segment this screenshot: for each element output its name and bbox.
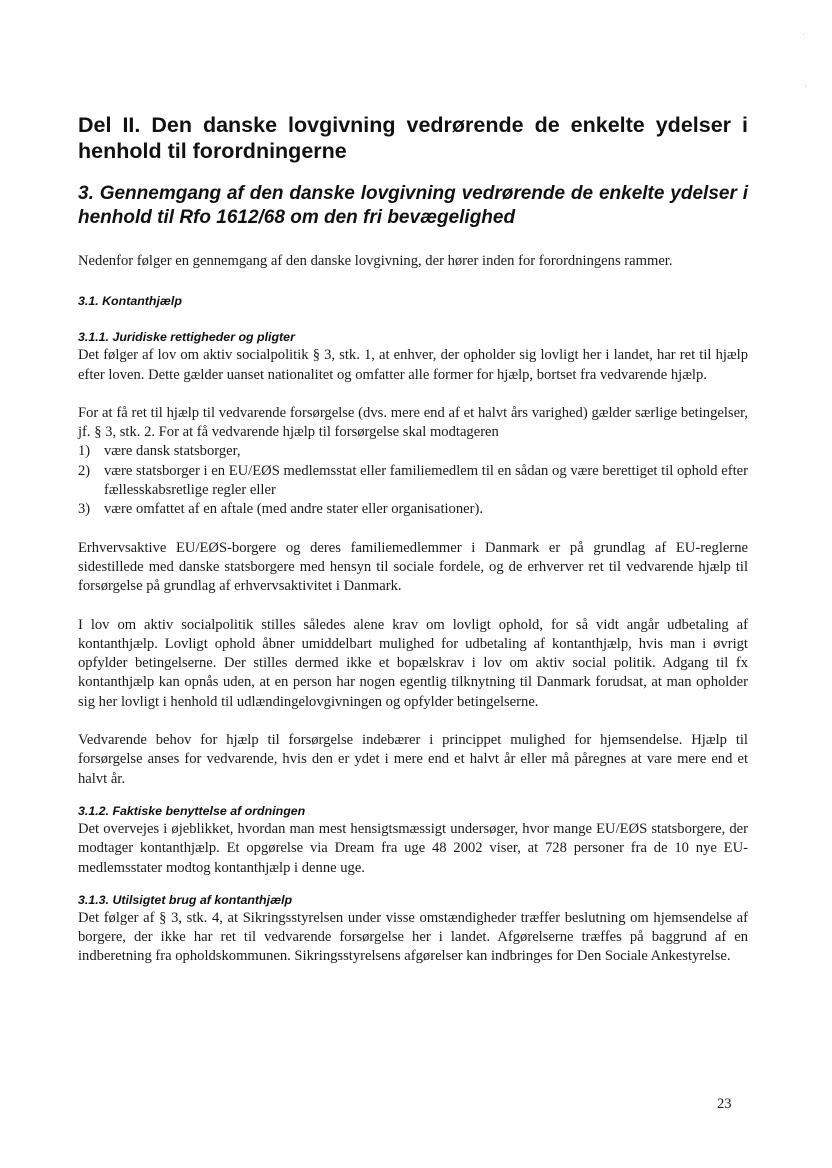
conditions-list <box>78 442 748 519</box>
page-number: 23 <box>717 1096 732 1112</box>
scan-speck <box>803 34 804 35</box>
list-item <box>78 442 748 461</box>
list-item-number: 1) <box>78 443 91 460</box>
paragraph: Erhvervsaktive EU/EØS-borgere og deres familiemedlemmer i Danmark er på grundlag af EU-reglerne sidestillede med danske statsborgere med hensyn til sociale fordele, og de erhverver ret til vedvarende hjælp til forsørgelse på grundlag af erhvervsaktivitet i Danmark. <box>78 539 748 595</box>
paragraph: I lov om aktiv socialpolitik stilles således alene krav om lovligt ophold, for så vidt angår udbetaling af kontanthjælp. Lovligt ophold åbner umiddelbart mulighed for udbetaling af kontanthjælp, hvis man i øvrigt opfylder betingelserne. Der stilles dermed ikke et bopælskrav i lov om aktiv social politik. Adgang til fx kontanthjælp kan opnås uden, at en person har nogen egentlig tilknytning til Danmark forudsat, at man opholder sig her lovligt i henhold til udlændingelovgivningen og opfylder betingelserne. <box>78 616 748 710</box>
scan-speck <box>805 86 806 87</box>
list-item-text: være dansk statsborger, <box>104 443 241 460</box>
page-content <box>78 112 748 967</box>
section-heading-3-1: 3.1. Kontanthjælp <box>78 294 182 309</box>
subsection-heading-3-1-3: 3.1.3. Utilsigtet brug af kontanthjælp <box>78 892 293 907</box>
intro-paragraph: Nedenfor følger en gennemgang af den danske lovgivning, der hører inden for forordningens rammer. <box>78 253 673 269</box>
paragraph: Det følger af lov om aktiv socialpolitik § 3, stk. 1, at enhver, der opholder sig lovligt her i landet, har ret til hjælp efter loven. Dette gælder uanset nationalitet og omfatter alle former for hjælp, bortset fra vedvarende hjælp. <box>78 347 748 383</box>
list-item-text: være statsborger i en EU/EØS medlemsstat eller familiemedlem til en sådan og være berettiget til ophold efter fællesskabsretlige regler eller <box>104 462 748 499</box>
part-heading: Del II. Den danske lovgivning vedrørende de enkelte ydelser i henhold til forordningerne <box>78 113 748 163</box>
paragraph: Vedvarende behov for hjælp til forsørgelse indebærer i princippet mulighed for hjemsendelse. Hjælp til forsørgelse anses for vedvarende, hvis den er ydet i mere end et halvt år eller må påregnes at vare mere end et halvt år. <box>78 732 748 787</box>
list-item-number: 2) <box>78 462 91 479</box>
chapter-heading: 3. Gennemgang af den danske lovgivning vedrørende de enkelte ydelser i henhold til Rfo 1612/68 om den fri bevægelighed <box>78 183 748 228</box>
subsection-heading-3-1-1: 3.1.1. Juridiske rettigheder og pligter <box>78 330 295 345</box>
paragraph: Det følger af § 3, stk. 4, at Sikringsstyrelsen under visse omstændigheder træffer beslutning om hjemsendelse af borgere, der ikke har ret til vedvarende forsørgelse her i landet. Afgørelserne træffes på baggrund af en indberetning fra opholdskommunen. Sikringsstyrelsens afgørelser kan indbringes for Den Sociale Ankestyrelse. <box>78 909 748 965</box>
paragraph: Det overvejes i øjeblikket, hvordan man mest hensigtsmæssigt undersøger, hvor mange EU/EØS statsborgere, der modtager kontanthjælp. Et opgørelse via Dream fra uge 48 2002 viser, at 728 personer fra de 10 nye EU-medlemsstater modtog kontanthjælp i denne uge. <box>78 820 748 876</box>
paragraph: For at få ret til hjælp til vedvarende forsørgelse (dvs. mere end af et halvt års varighed) gælder særlige betingelser, jf. § 3, stk. 2. For at få vedvarende hjælp til forsørgelse skal modtageren <box>78 404 748 441</box>
list-item <box>78 500 748 519</box>
list-item-text: være omfattet af en aftale (med andre stater eller organisationer). <box>104 501 483 518</box>
subsection-heading-3-1-2: 3.1.2. Faktiske benyttelse af ordningen <box>78 803 306 818</box>
list-item-number: 3) <box>78 501 91 518</box>
list-item <box>78 462 748 501</box>
